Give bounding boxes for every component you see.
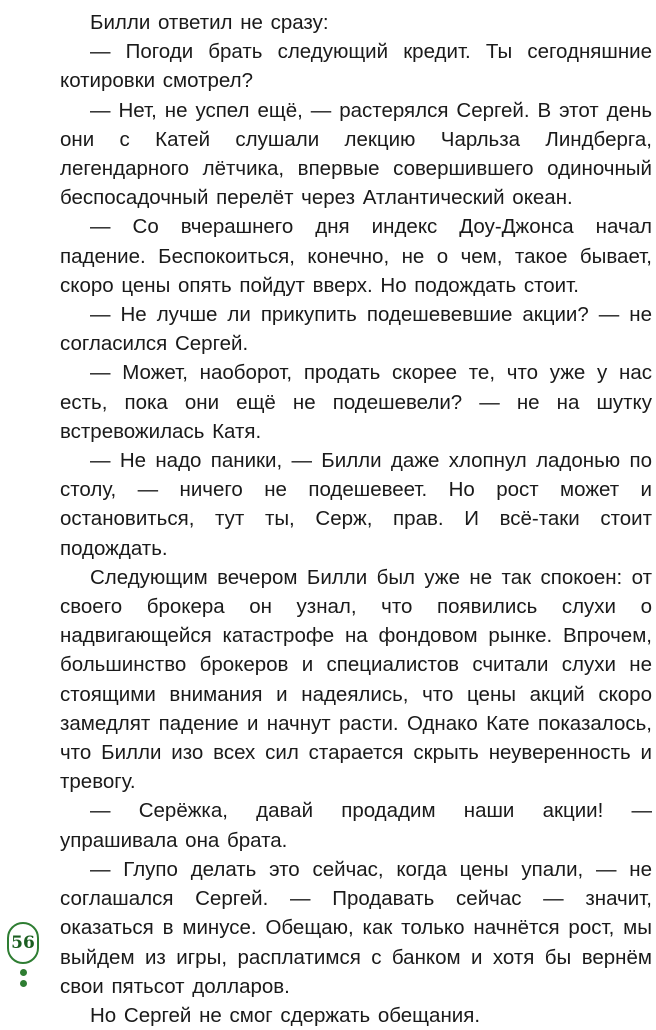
- decorative-dot-icon: [20, 969, 27, 976]
- paragraph: — Погоди брать следующий кредит. Ты сегодняшние котировки смотрел?: [60, 40, 652, 93]
- paragraph: Билли ответил не сразу:: [90, 11, 329, 34]
- paragraph: — Со вчерашнего дня индекс Доу-Джонса начал падение. Беспокоиться, конечно, не о чем, такое бывает, скоро цены опять пойдут вверх. Но подождать стоит.: [60, 215, 652, 297]
- paragraph: Следующим вечером Билли был уже не так спокоен: от своего брокера он узнал, что появились слухи о надвигающейся катастрофе на фондовом рынке. Впрочем, большинство брокеров и специалистов считали слухи не стоящими внимания и надеялись, что цены акций скоро замедлят падение и начнут расти. Однако Кате показалось, что Билли изо всех сил старается скрыть неуверенность и тревогу.: [60, 565, 652, 794]
- paragraph: — Глупо делать это сейчас, когда цены упали, — не соглашался Сергей. — Продавать сейчас — значит, оказаться в минусе. Обещаю, как только начнётся рост, мы выйдем из игры, расплатимся с банком и хотя бы вернём свои пятьсот долларов.: [60, 857, 652, 998]
- decorative-dot-icon: [20, 980, 27, 987]
- paragraph: — Серёжка, давай продадим наши акции! — упрашивала она брата.: [60, 799, 652, 852]
- paragraph: — Может, наоборот, продать скорее те, что уже у нас есть, пока они ещё не подешевели? — не на шутку встревожилась Катя.: [60, 361, 652, 443]
- paragraph: Но Сергей не смог сдержать обещания.: [90, 1003, 481, 1027]
- paragraph: — Не надо паники, — Билли даже хлопнул ладонью по столу, — ничего не подешевеет. Но рост может и остановиться, тут ты, Серж, прав. И всё-таки стоит подождать.: [60, 449, 652, 560]
- paragraph: — Не лучше ли прикупить подешевевшие акции? — не согласился Сергей.: [60, 303, 652, 356]
- page-marker: [7, 922, 41, 988]
- page-text: [60, 8, 652, 1030]
- paragraph: — Нет, не успел ещё, — растерялся Сергей. В этот день они с Катей слушали лекцию Чарльза Линдберга, легендарного лётчика, впервые совершившего одиночный беспосадочный перелёт через Атлантический океан.: [60, 98, 652, 210]
- page-number: 56: [7, 922, 39, 964]
